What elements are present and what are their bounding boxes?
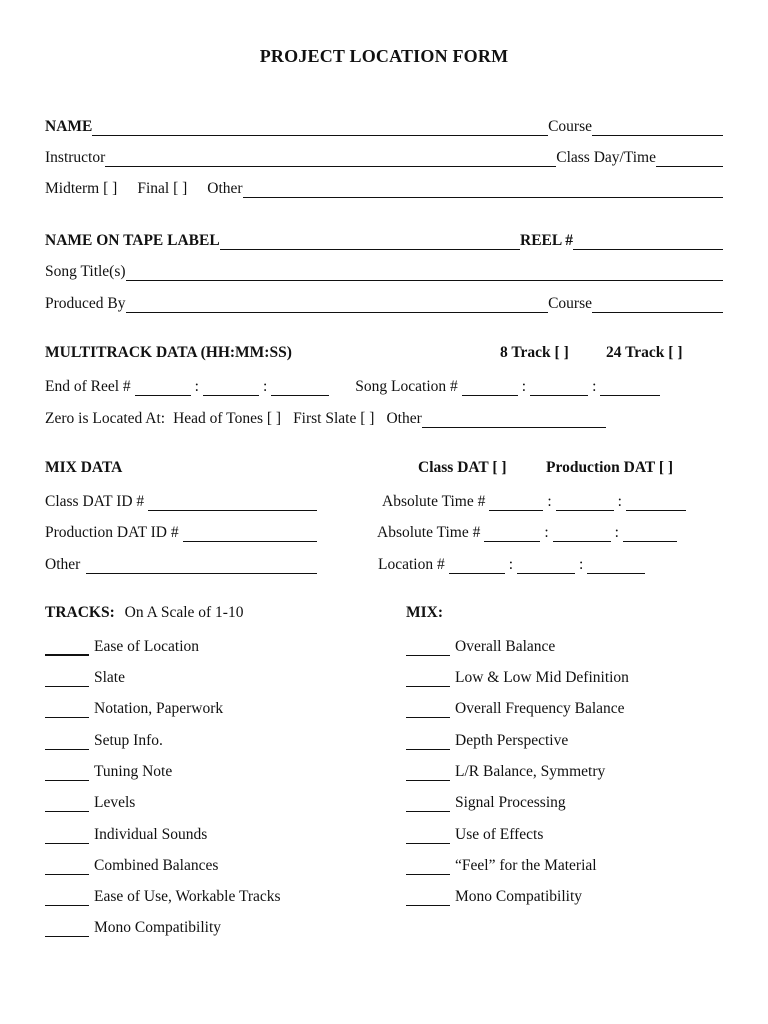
song-title-label: Song Title(s) — [45, 263, 126, 280]
track-rating-item — [45, 728, 163, 750]
track24-checkbox[interactable]: 24 Track [ ] — [606, 344, 683, 361]
tracks-scale: On A Scale of 1-10 — [124, 604, 244, 621]
mix-heading: MIX: — [406, 604, 444, 621]
track-rating-item — [45, 884, 281, 906]
produced-field[interactable] — [126, 295, 549, 313]
track8-checkbox[interactable]: 8 Track [ ] — [500, 344, 569, 361]
location-ss[interactable] — [587, 556, 645, 574]
tracks-heading: TRACKS: — [45, 604, 115, 621]
colon-sep: : — [544, 524, 549, 541]
abs-time-1-hh[interactable] — [489, 493, 543, 511]
colon-sep: : — [614, 524, 619, 541]
multitrack-heading: MULTITRACK DATA (HH:MM:SS) — [45, 344, 292, 361]
absolute-time-label: Absolute Time # — [377, 524, 481, 541]
abs-time-row-2 — [377, 518, 677, 542]
tape-label-row — [45, 226, 723, 250]
mix-rating-item — [406, 728, 568, 750]
colon-sep: : — [547, 493, 552, 510]
track-rating-item — [45, 665, 125, 687]
mix-data-heading: MIX DATA — [45, 459, 123, 476]
name-label: NAME — [45, 118, 93, 135]
mix-rating-item — [406, 853, 597, 875]
head-tones-checkbox[interactable]: Head of Tones [ ] — [173, 410, 282, 427]
zero-other-label: Other — [386, 410, 422, 427]
class-day-label: Class Day/Time — [556, 149, 656, 166]
end-reel-hh[interactable] — [135, 378, 191, 396]
name-field[interactable] — [92, 118, 548, 136]
name-row — [45, 112, 723, 136]
reel-field[interactable] — [573, 232, 723, 250]
production-dat-id-label: Production DAT ID # — [45, 524, 179, 541]
track-rating-label: Individual Sounds — [94, 826, 208, 843]
end-reel-ss[interactable] — [271, 378, 329, 396]
mix-rating-item — [406, 790, 566, 812]
track-rating-label: Setup Info. — [94, 732, 163, 749]
instructor-label: Instructor — [45, 149, 106, 166]
track-rating-label: Slate — [94, 669, 125, 686]
colon-sep: : — [508, 556, 514, 573]
mix-other-label: Other — [45, 556, 81, 573]
mix-rating-label: Use of Effects — [455, 826, 544, 843]
mix-rating-label: Mono Compatibility — [455, 888, 583, 905]
form-title: PROJECT LOCATION FORM — [259, 46, 509, 66]
location-hh[interactable] — [449, 556, 505, 574]
track-rating-label: Levels — [94, 794, 136, 811]
colon-sep: : — [521, 378, 527, 395]
song-location-ss[interactable] — [600, 378, 660, 396]
abs-time-2-ss[interactable] — [623, 524, 677, 542]
mix-rating-item — [406, 884, 582, 906]
track-rating-field[interactable] — [45, 638, 89, 656]
colon-sep: : — [579, 556, 584, 573]
mix-rating-label: Low & Low Mid Definition — [455, 669, 629, 686]
mix-rating-label: Signal Processing — [455, 794, 566, 811]
mix-rating-field[interactable] — [406, 639, 450, 656]
instructor-row — [45, 143, 723, 167]
track-rating-field[interactable] — [45, 701, 89, 718]
location-row — [378, 550, 645, 574]
abs-time-1-ss[interactable] — [626, 493, 686, 511]
class-dat-id-field[interactable] — [148, 493, 317, 511]
mix-rating-label: L/R Balance, Symmetry — [455, 763, 606, 780]
production-dat-id-row — [45, 518, 317, 542]
zero-label: Zero is Located At: — [45, 410, 166, 427]
other-field[interactable] — [243, 180, 723, 198]
tape-name-field[interactable] — [220, 232, 520, 250]
end-reel-mm[interactable] — [203, 378, 259, 396]
song-location-label: Song Location # — [355, 378, 458, 395]
course2-label: Course — [548, 295, 592, 312]
mix-rating-field[interactable] — [406, 701, 450, 718]
production-dat-id-field[interactable] — [183, 524, 317, 542]
mix-rating-item — [406, 665, 629, 687]
track-rating-field[interactable] — [45, 795, 89, 812]
class-dat-id-label: Class DAT ID # — [45, 493, 145, 510]
mix-rating-field[interactable] — [406, 795, 450, 812]
track-rating-label: Notation, Paperwork — [94, 700, 224, 717]
end-reel-label: End of Reel # — [45, 378, 131, 395]
track-rating-field[interactable] — [45, 670, 89, 687]
mix-rating-label: Overall Balance — [455, 638, 556, 655]
track-rating-item — [45, 759, 172, 781]
mix-rating-field[interactable] — [406, 733, 450, 750]
zero-row — [45, 404, 685, 428]
abs-time-2-hh[interactable] — [484, 524, 540, 542]
mix-rating-label: Depth Perspective — [455, 732, 569, 749]
track-rating-label: Ease of Use, Workable Tracks — [94, 888, 281, 905]
track-rating-field[interactable] — [45, 920, 89, 937]
reel-time-row — [45, 372, 725, 396]
song-title-row — [45, 257, 723, 281]
reel-label: REEL # — [520, 232, 573, 249]
final-checkbox[interactable]: Final [ ] — [137, 180, 188, 197]
midterm-checkbox[interactable]: Midterm [ ] — [45, 180, 118, 197]
song-location-mm[interactable] — [530, 378, 588, 396]
abs-time-row-1 — [382, 487, 686, 511]
first-slate-checkbox[interactable]: First Slate [ ] — [293, 410, 375, 427]
song-title-field[interactable] — [126, 263, 723, 281]
exam-row — [45, 174, 723, 198]
class-dat-checkbox[interactable]: Class DAT [ ] — [418, 459, 507, 476]
track-rating-field[interactable] — [45, 858, 89, 875]
track-rating-item — [45, 853, 218, 875]
mix-other-field[interactable] — [86, 556, 317, 574]
track-rating-field[interactable] — [45, 889, 89, 906]
other-label: Other — [207, 180, 243, 197]
location-mm[interactable] — [517, 556, 575, 574]
class-day-field[interactable] — [656, 149, 723, 167]
tape-name-label: NAME ON TAPE LABEL — [45, 232, 220, 249]
produced-row — [45, 289, 723, 313]
instructor-field[interactable] — [105, 149, 556, 167]
track-rating-item — [45, 634, 199, 656]
mix-other-row — [45, 550, 317, 574]
track-rating-field[interactable] — [45, 827, 89, 844]
mix-rating-item — [406, 759, 605, 781]
track-rating-item — [45, 822, 207, 844]
mix-rating-field[interactable] — [406, 670, 450, 687]
track-rating-item — [45, 915, 221, 937]
abs-time-2-mm[interactable] — [553, 524, 611, 542]
mix-rating-field[interactable] — [406, 858, 450, 875]
course-label: Course — [548, 118, 592, 135]
tracks-heading-row — [45, 604, 243, 622]
abs-time-1-mm[interactable] — [556, 493, 614, 511]
mix-rating-label: Overall Frequency Balance — [455, 700, 625, 717]
track-rating-label: Tuning Note — [94, 763, 173, 780]
colon-sep: : — [262, 378, 268, 395]
colon-sep: : — [194, 378, 199, 395]
class-dat-id-row — [45, 487, 317, 511]
mix-rating-item — [406, 822, 543, 844]
mix-rating-field[interactable] — [406, 764, 450, 781]
track-rating-item — [45, 696, 223, 718]
track-rating-label: Ease of Location — [94, 638, 200, 655]
produced-label: Produced By — [45, 295, 126, 312]
mix-rating-item — [406, 634, 555, 656]
mix-rating-label: “Feel” for the Material — [455, 857, 597, 874]
course-field[interactable] — [592, 118, 723, 136]
track-rating-item — [45, 790, 135, 812]
mix-rating-field[interactable] — [406, 827, 450, 844]
course2-field[interactable] — [592, 295, 723, 313]
mix-rating-item — [406, 696, 625, 718]
absolute-time-label: Absolute Time # — [382, 493, 486, 510]
track-rating-label: Combined Balances — [94, 857, 219, 874]
zero-other-field[interactable] — [422, 410, 606, 428]
colon-sep: : — [617, 493, 622, 510]
track-rating-label: Mono Compatibility — [94, 919, 222, 936]
song-location-hh[interactable] — [462, 378, 518, 396]
colon-sep: : — [592, 378, 597, 395]
location-label: Location # — [378, 556, 445, 573]
track-rating-field[interactable] — [45, 733, 89, 750]
production-dat-checkbox[interactable]: Production DAT [ ] — [546, 459, 674, 476]
track-rating-field[interactable] — [45, 764, 89, 781]
mix-rating-field[interactable] — [406, 889, 450, 906]
